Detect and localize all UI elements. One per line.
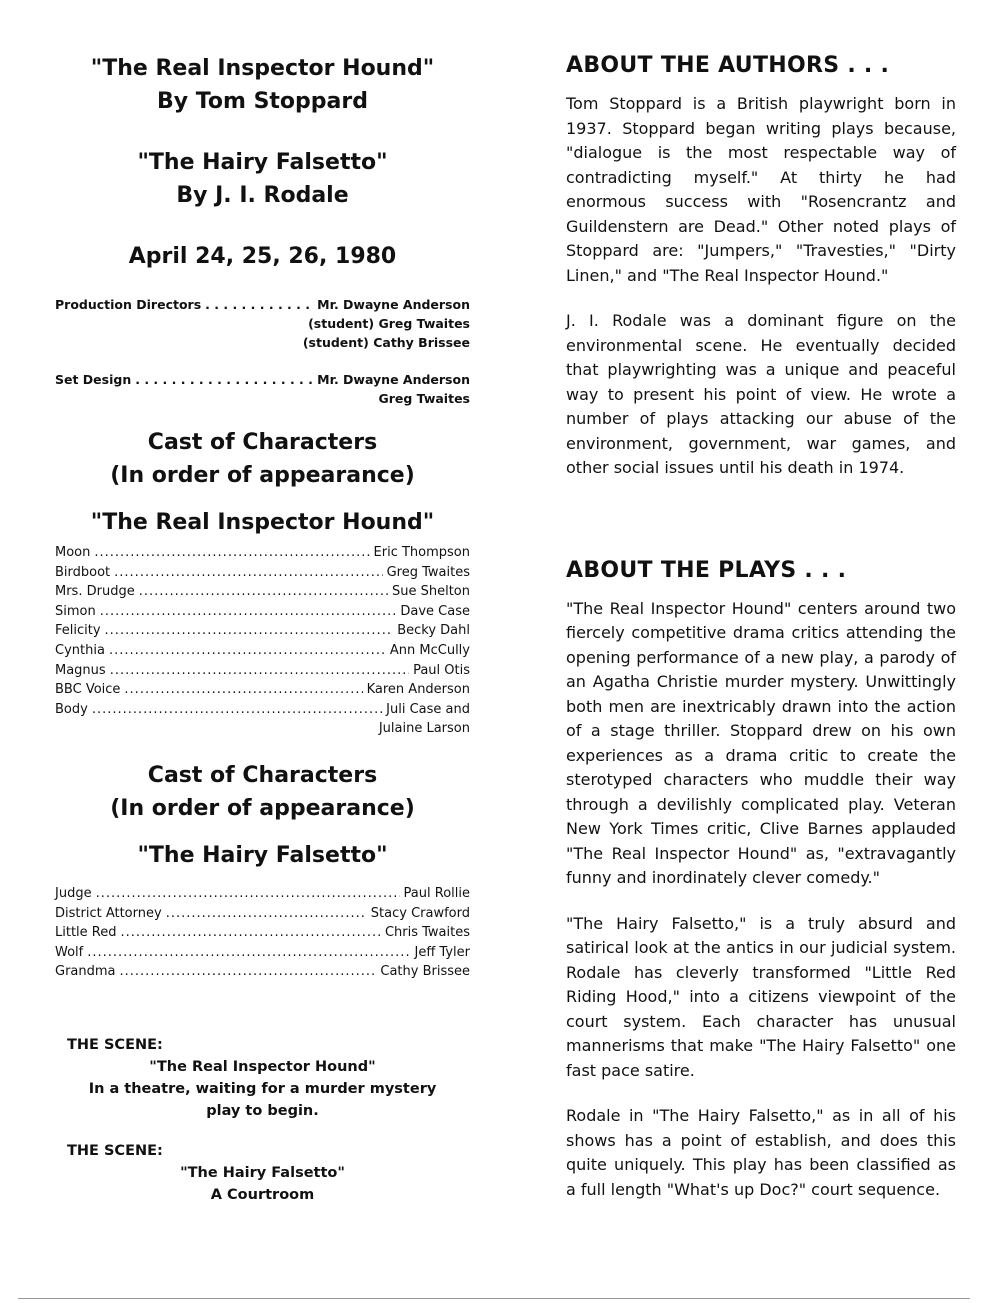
credit-value: Mr. Dwayne Anderson — [317, 297, 470, 312]
cast-row — [55, 641, 470, 661]
authors-paragraph: Tom Stoppard is a British playwright born in 1937. Stoppard began writing plays because, "dialogue is the most respectable way of contradicting myself." At thirty he had enormous success with "Rosencrantz and Guildenstern are Dead." Other noted plays of Stoppard are: "Jumpers," "Travesties," "Dirty Linen," and "The Real Inspector Hound." — [566, 94, 956, 285]
cast2-subheading: (In order of appearance) — [110, 795, 415, 821]
scene-hound — [55, 1034, 470, 1122]
play2-author: By J. I. Rodale — [176, 183, 349, 208]
credit-label: Production Directors — [55, 297, 202, 312]
actor: Becky Dahl — [397, 623, 470, 639]
actor: Jeff Tyler — [414, 944, 470, 960]
authors-paragraph: J. I. Rodale was a dominant figure on the environmental scene. He eventually decided that playwrighting was a unique and peaceful way to present his point of view. He wrote a number of plays attacking our abuse of the environment, government, war games, and other social issues until his death in 1974. — [566, 311, 956, 477]
plays-paragraph: Rodale in "The Hairy Falsetto," as in all of his shows has a point of establish, and does this quite uniquely. This play has been classified as a full length "What's up Doc?" court sequence. — [566, 1106, 956, 1199]
cast-row — [55, 602, 470, 622]
play1-author: By Tom Stoppard — [157, 89, 368, 114]
role: District Attorney — [55, 905, 162, 921]
role: Felicity — [55, 623, 101, 639]
role: Grandma — [55, 964, 116, 980]
credit-row — [55, 370, 470, 389]
actor: Chris Twaites — [384, 925, 470, 941]
actor: Cathy Brissee — [380, 964, 470, 980]
actor: Eric Thompson — [373, 545, 470, 560]
cast-row — [55, 962, 470, 982]
credit-extra: (student) Cathy Brissee — [302, 335, 470, 350]
right-column — [566, 52, 956, 1202]
cast-list-falsetto — [55, 884, 470, 982]
role: Body — [55, 701, 88, 717]
actor: Juli Case and — [386, 701, 470, 717]
cast1-play-title: "The Real Inspector Hound" — [90, 510, 435, 535]
credit-extra: Greg Twaites — [378, 391, 470, 406]
scene-play-title: "The Real Inspector Hound" — [149, 1058, 376, 1075]
credit-label: Set Design — [55, 372, 132, 387]
role: Little Red — [55, 925, 117, 941]
role: Simon — [55, 603, 96, 619]
cast-row — [55, 904, 470, 924]
cast-row — [55, 563, 470, 583]
role: Wolf — [55, 944, 84, 960]
page-edge-rule — [18, 1298, 970, 1299]
actor: Karen Anderson — [366, 682, 470, 698]
cast-row — [55, 680, 470, 700]
role: BBC Voice — [55, 682, 121, 698]
cast-heading: Cast of Characters — [147, 430, 378, 455]
role: Judge — [55, 885, 92, 901]
actor: Dave Case — [400, 603, 470, 619]
cast-row — [55, 661, 470, 681]
role: Cynthia — [55, 642, 105, 658]
cast2-play-title: "The Hairy Falsetto" — [137, 842, 388, 868]
role: Mrs. Drudge — [55, 584, 135, 600]
credit-extra: (student) Greg Twaites — [308, 316, 470, 331]
actor: Paul Rollie — [403, 885, 470, 901]
cast-row — [55, 943, 470, 963]
actor-extra: Julaine Larson — [378, 721, 470, 737]
cast2-heading: Cast of Characters — [147, 762, 378, 788]
credit-row — [55, 295, 470, 314]
cast-row — [55, 621, 470, 641]
play1-title: "The Real Inspector Hound" — [90, 56, 435, 81]
actor: Stacy Crawford — [370, 905, 470, 921]
credit-value: Mr. Dwayne Anderson — [317, 372, 470, 387]
cast-list-hound — [55, 543, 470, 739]
cast-row — [55, 884, 470, 904]
scene-description: A Courtroom — [210, 1186, 315, 1203]
actor: Sue Shelton — [391, 584, 470, 600]
performance-dates: April 24, 25, 26, 1980 — [128, 244, 397, 269]
left-column — [55, 52, 470, 1206]
plays-paragraph: "The Hairy Falsetto," is a truly absurd and satirical look at the antics in our judicial system. Rodale has cleverly transformed "Little Red Riding Hood," into a citizens viewpoint of the court system. Each character has unusual mannerisms that make "The Hairy Falsetto" one fast pace satire. — [566, 913, 956, 1080]
cast-row — [55, 582, 470, 602]
scene-falsetto — [55, 1140, 470, 1206]
plays-paragraph: "The Real Inspector Hound" centers around two fiercely competitive drama critics attending the opening performance of a new play, a parody of an Agatha Christie murder mystery. Unwittingly both men are inextricably drawn into the action of a stage thriller. Stoppard drew on his own experiences as a drama critic to create the sterotyped characters who muddle their way through a devilishly complicated play. Veteran New York Times critic, Clive Barnes applauded "The Real Inspector Hound" as, "extravagantly funny and inordinately clever comedy." — [566, 598, 956, 887]
play2-title: "The Hairy Falsetto" — [137, 150, 388, 175]
cast-row — [55, 700, 470, 720]
actor: Ann McCully — [389, 642, 470, 658]
about-plays-heading: ABOUT THE PLAYS . . . — [566, 557, 847, 583]
scene-label: THE SCENE: — [67, 1036, 163, 1053]
role: Birdboot — [55, 564, 111, 580]
cast-row — [55, 923, 470, 943]
role: Moon — [55, 545, 91, 560]
role: Magnus — [55, 662, 106, 678]
actor: Paul Otis — [413, 662, 470, 678]
about-authors-heading: ABOUT THE AUTHORS . . . — [566, 53, 890, 78]
cast-row — [55, 543, 470, 563]
actor: Greg Twaites — [386, 564, 470, 580]
scene-play-title: "The Hairy Falsetto" — [180, 1164, 345, 1181]
scene-description: In a theatre, waiting for a murder mystery — [88, 1080, 437, 1097]
scene-description: play to begin. — [206, 1102, 319, 1119]
scene-label: THE SCENE: — [67, 1142, 163, 1159]
cast-subheading: (In order of appearance) — [110, 463, 415, 488]
production-credits — [55, 295, 470, 408]
